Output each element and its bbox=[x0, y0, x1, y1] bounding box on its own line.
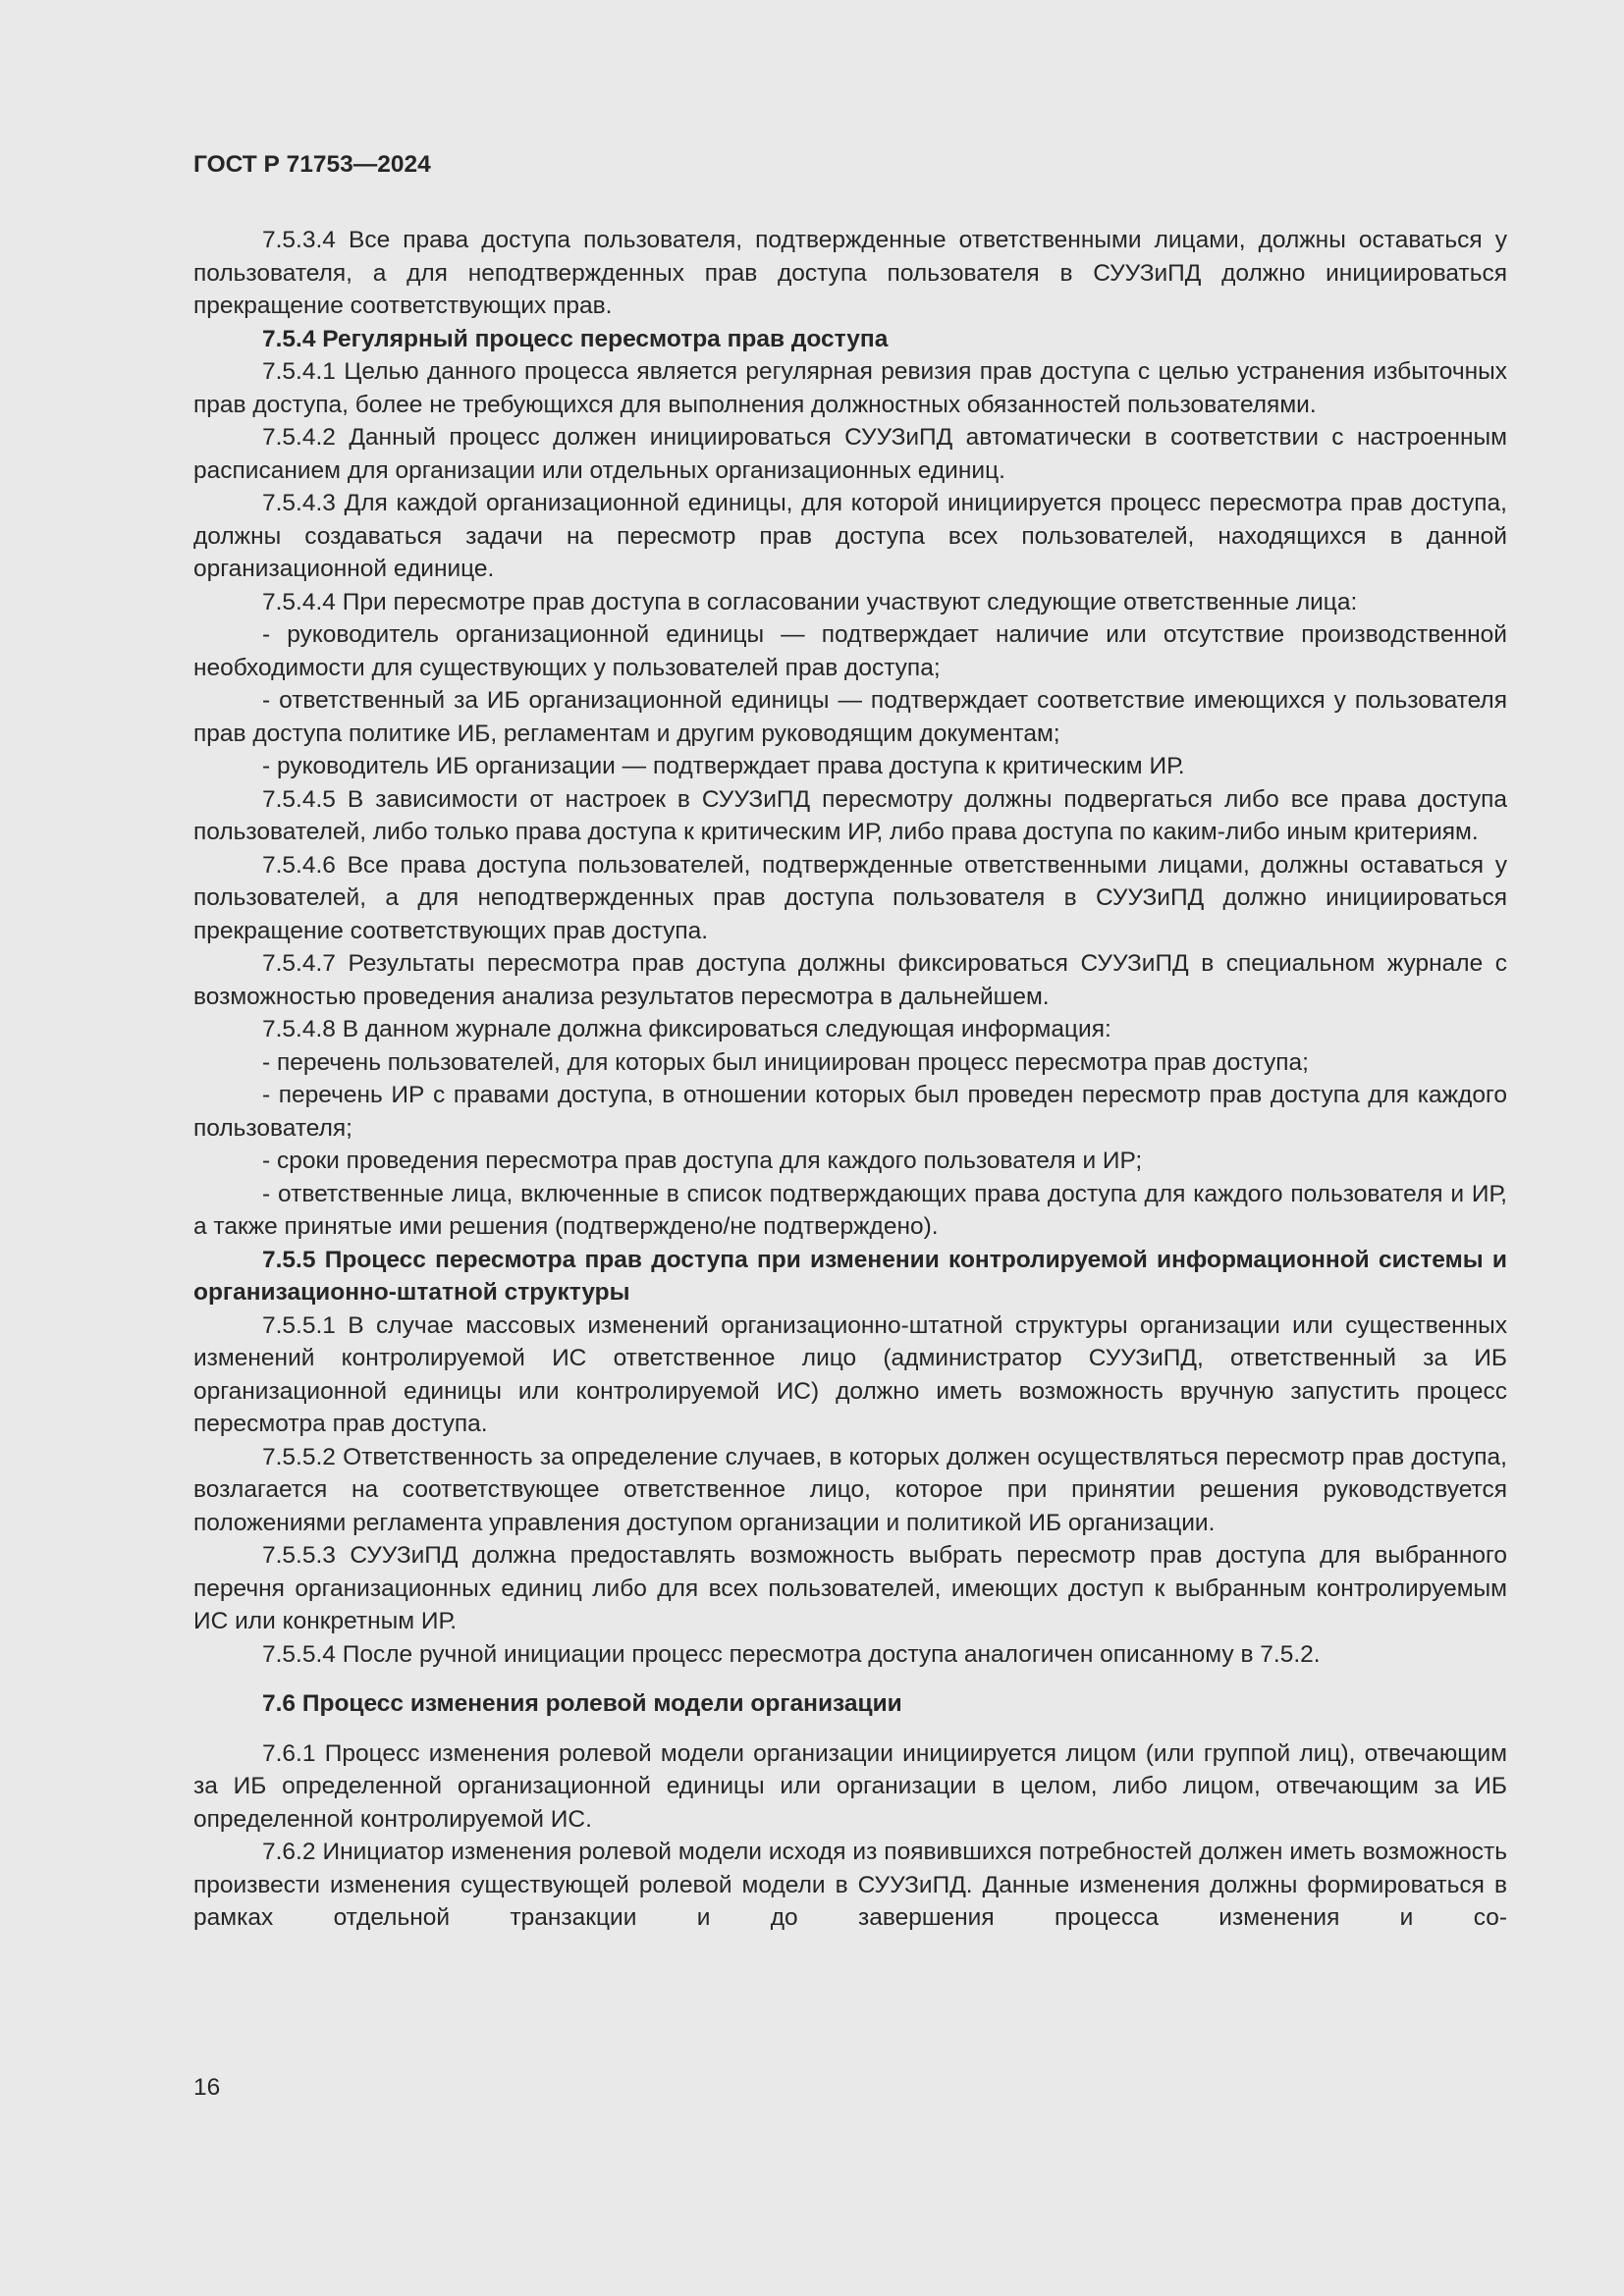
paragraph-7-5-4-4: 7.5.4.4 При пересмотре прав доступа в согласовании участвуют следующие ответственные лица: bbox=[262, 588, 1358, 615]
heading-7-5-5: 7.5.5 Процесс пересмотра прав доступа при изменении контролируемой информационной системы и организационно-штатной структуры bbox=[193, 1246, 1507, 1306]
paragraph-7-5-4-5: 7.5.4.5 В зависимости от настроек в СУУЗиПД пересмотру должны подвергаться либо все права доступа пользователей, либо только права доступа к критическим ИР, либо права доступа по каким-либо иным критериям. bbox=[193, 785, 1507, 845]
paragraph-7-5-4-8: 7.5.4.8 В данном журнале должна фиксироваться следующая информация: bbox=[262, 1016, 1111, 1042]
paragraph-7-6-2: 7.6.2 Инициатор изменения ролевой модели исходя из появившихся потребностей должен иметь возможность произвести изменения существующей ролевой модели в СУУЗиПД. Данные изменения должны формироваться в рамках отдельной транзакции и до завершения процесса изменения и со- bbox=[193, 1839, 1507, 1931]
paragraph-7-5-4-3: 7.5.4.3 Для каждой организационной единицы, для которой инициируется процесс пересмотра прав доступа, должны создаваться задачи на пересмотр прав доступа всех пользователей, находящихся в данной организационной единице. bbox=[193, 490, 1507, 582]
page-number: 16 bbox=[193, 2074, 221, 2101]
heading-7-6: 7.6 Процесс изменения ролевой модели организации bbox=[262, 1690, 902, 1717]
paragraph-7-5-5-4: 7.5.5.4 После ручной инициации процесс пересмотра доступа аналогичен описанному в 7.5.2. bbox=[262, 1640, 1321, 1668]
list-item: - руководитель ИБ организации — подтверждает права доступа к критическим ИР. bbox=[262, 753, 1185, 779]
document-body bbox=[193, 224, 1507, 1935]
paragraph-7-5-4-1: 7.5.4.1 Целью данного процесса является регулярная ревизия прав доступа с целью устранения избыточных прав доступа, более не требующихся для выполнения должностных обязанностей пользователями. bbox=[193, 358, 1507, 418]
list-item: - ответственные лица, включенные в список подтверждающих права доступа для каждого пользователя и ИР, а также принятые ими решения (подтверждено/не подтверждено). bbox=[193, 1180, 1507, 1240]
paragraph-7-5-4-2: 7.5.4.2 Данный процесс должен инициироваться СУУЗиПД автоматически в соответствии с настроенным расписанием для организации или отдельных организационных единиц. bbox=[193, 424, 1507, 484]
document-header: ГОСТ Р 71753—2024 bbox=[193, 151, 431, 178]
heading-7-5-4: 7.5.4 Регулярный процесс пересмотра прав доступа bbox=[262, 325, 889, 352]
paragraph-7-5-5-1: 7.5.5.1 В случае массовых изменений организационно-штатной структуры организации или существенных изменений контролируемой ИС ответственное лицо (администратор СУУЗиПД, ответственный за ИБ организационной единицы или контролируемой ИС) должно иметь возможность вручную запустить процесс пересмотра прав доступа. bbox=[193, 1311, 1507, 1437]
list-item: - руководитель организационной единицы — подтверждает наличие или отсутствие производственной необходимости для существующих у пользователей прав доступа; bbox=[193, 621, 1507, 681]
paragraph-7-6-1: 7.6.1 Процесс изменения ролевой модели организации инициируется лицом (или группой лиц), отвечающим за ИБ определенной организационной единицы или организации в целом, либо лицом, отвечающим за ИБ определенной контролируемой ИС. bbox=[193, 1739, 1507, 1833]
list-item: - ответственный за ИБ организационной единицы — подтверждает соответствие имеющихся у пользователя прав доступа политике ИБ, регламентам и другим руководящим документам; bbox=[193, 687, 1507, 747]
list-item: - сроки проведения пересмотра прав доступа для каждого пользователя и ИР; bbox=[262, 1148, 1143, 1174]
paragraph-7-5-3-4: 7.5.3.4 Все права доступа пользователя, подтвержденные ответственными лицами, должны оставаться у пользователя, а для неподтвержденных прав доступа пользователя в СУУЗиПД должно инициироваться прекращение соответствующих прав. bbox=[193, 227, 1507, 319]
paragraph-7-5-5-3: 7.5.5.3 СУУЗиПД должна предоставлять возможность выбрать пересмотр прав доступа для выбранного перечня организационных единиц либо для всех пользователей, имеющих доступ к выбранным контролируемым ИС или конкретным ИР. bbox=[193, 1542, 1507, 1634]
paragraph-7-5-5-2: 7.5.5.2 Ответственность за определение случаев, в которых должен осуществляться пересмотр прав доступа, возлагается на соответствующее ответственное лицо, которое при принятии решения руководствуется положениями регламента управления доступом организации и политикой ИБ организации. bbox=[193, 1443, 1507, 1536]
list-item: - перечень ИР с правами доступа, в отношении которых был проведен пересмотр прав доступа для каждого пользователя; bbox=[193, 1082, 1507, 1142]
paragraph-7-5-4-7: 7.5.4.7 Результаты пересмотра прав доступа должны фиксироваться СУУЗиПД в специальном журнале с возможностью проведения анализа результатов пересмотра в дальнейшем. bbox=[193, 950, 1507, 1010]
paragraph-7-5-4-6: 7.5.4.6 Все права доступа пользователей, подтвержденные ответственными лицами, должны оставаться у пользователей, а для неподтвержденных прав доступа пользователя в СУУЗиПД должно инициироваться прекращение соответствующих прав доступа. bbox=[193, 851, 1507, 944]
list-item: - перечень пользователей, для которых был инициирован процесс пересмотра прав доступа; bbox=[262, 1048, 1309, 1076]
